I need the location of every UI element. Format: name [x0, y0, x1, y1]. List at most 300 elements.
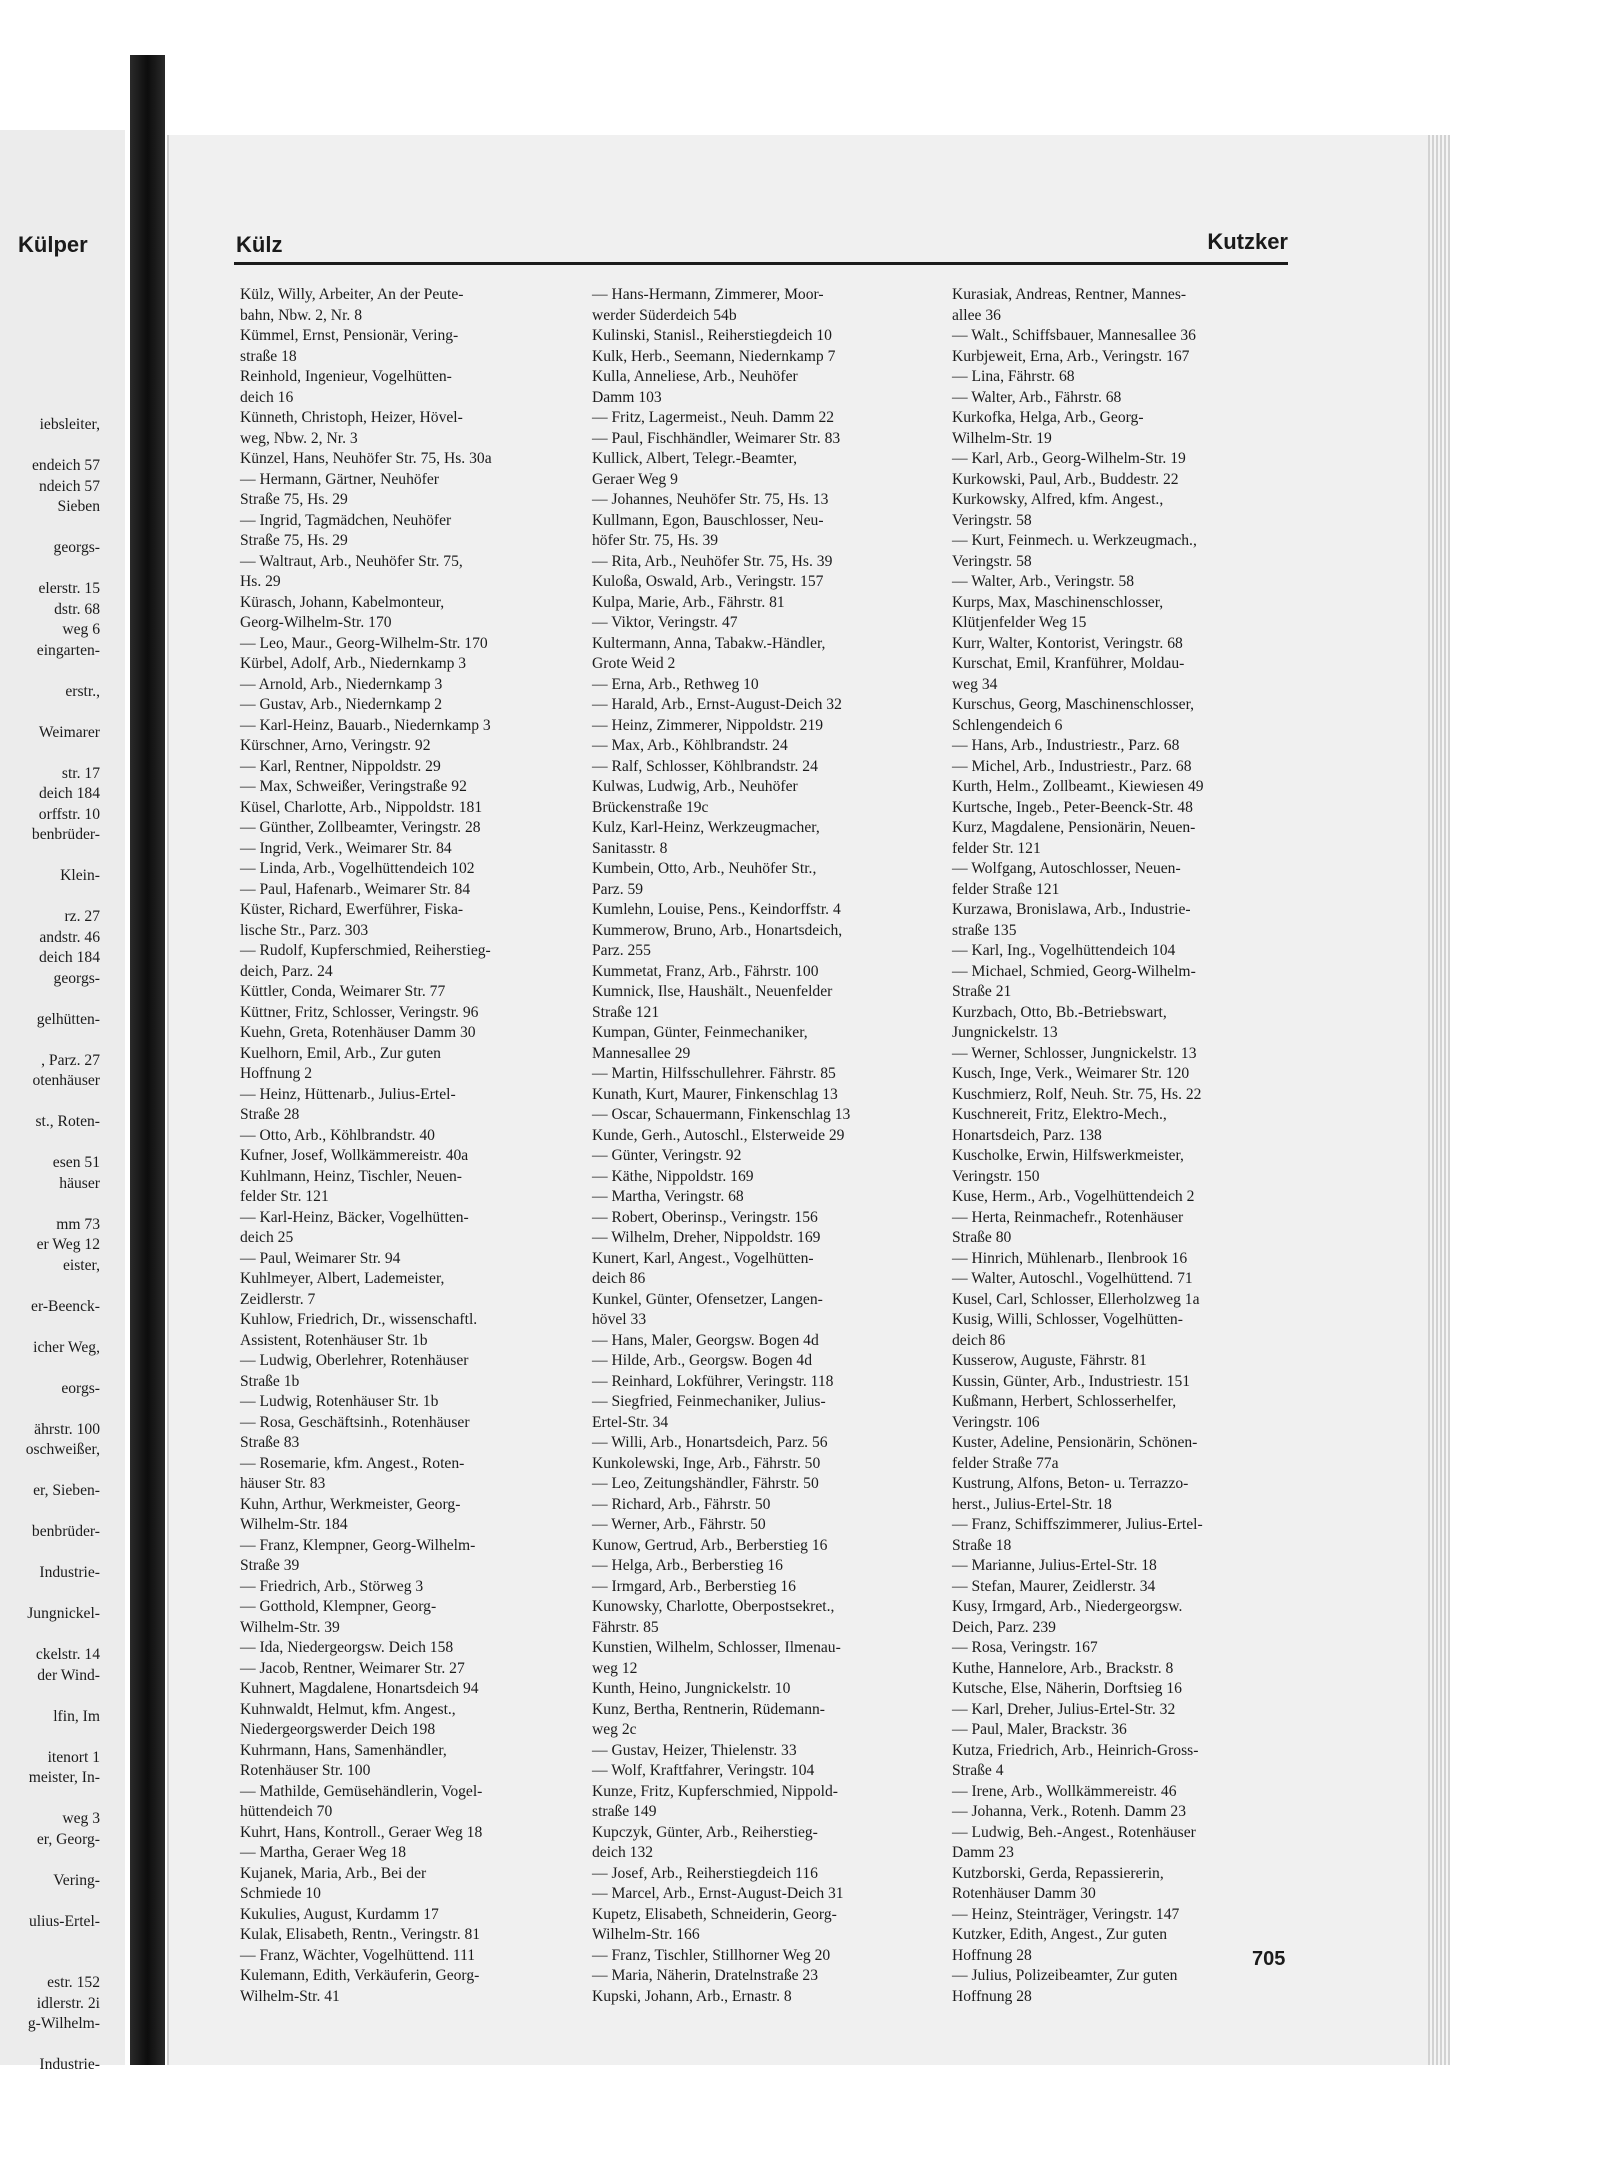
directory-entry-line: Brückenstraße 19c: [592, 798, 709, 816]
directory-entry-line: — Viktor, Veringstr. 47: [592, 614, 738, 631]
left-page-line: [0, 559, 100, 580]
left-page-line: [0, 1133, 100, 1154]
directory-entry: [240, 593, 585, 634]
directory-entry: [952, 1105, 1290, 1146]
directory-entry-line: Külz, Willy, Arbeiter, An der Peute-: [240, 286, 464, 303]
directory-entry-line: Kusy, Irmgard, Arb., Niedergeorgsw.: [952, 1598, 1183, 1615]
directory-entry-line: Kümmel, Ernst, Pensionär, Vering-: [240, 327, 459, 344]
directory-entry-line: — Franz, Klempner, Georg-Wilhelm-: [240, 1536, 476, 1554]
directory-entry-line: Parz. 255: [592, 942, 651, 959]
directory-entry: [952, 593, 1290, 634]
directory-entry: [952, 1700, 1290, 1721]
left-page-line: [0, 1030, 100, 1051]
directory-entry: [592, 449, 930, 490]
directory-entry-line: Kumnick, Ilse, Haushält., Neuenfelder: [592, 983, 833, 1000]
directory-entry: [592, 736, 930, 757]
directory-entry-line: — Hinrich, Mühlenarb., Ilenbrook 16: [952, 1249, 1188, 1267]
directory-entry-line: Küster, Richard, Ewerführer, Fiska-: [240, 901, 464, 918]
left-page-line: häuser: [59, 1174, 100, 1192]
directory-entry-line: Schlengendeich 6: [952, 716, 1063, 734]
directory-entry-line: höfer Str. 75, Hs. 39: [592, 532, 719, 549]
directory-entry: [592, 613, 930, 634]
directory-entry-line: Wilhelm-Str. 19: [952, 429, 1052, 447]
directory-entry: [592, 1290, 930, 1331]
directory-entry: [592, 1331, 930, 1352]
directory-entry-line: — Max, Schweißer, Veringstraße 92: [240, 778, 467, 795]
directory-entry: [952, 777, 1290, 798]
directory-entry-line: Kumbein, Otto, Arb., Neuhöfer Str.,: [592, 860, 817, 877]
directory-entry: [592, 1905, 930, 1946]
left-page-line: weg 3: [62, 1810, 100, 1827]
directory-entry: [952, 1003, 1290, 1044]
directory-entry: [240, 408, 585, 449]
directory-entry-line: deich, Parz. 24: [240, 962, 333, 980]
directory-entry: [240, 818, 585, 839]
left-page-line: [0, 1276, 100, 1297]
directory-entry: [592, 1064, 930, 1085]
directory-entry-line: — Hans, Arb., Industriestr., Parz. 68: [952, 737, 1180, 754]
directory-entry-line: — Karl-Heinz, Bauarb., Niedernkamp 3: [240, 716, 491, 734]
directory-entry-line: Kulla, Anneliese, Arb., Neuhöfer: [592, 368, 798, 385]
directory-entry: [240, 1495, 585, 1536]
directory-entry-line: — Karl, Ing., Vogelhüttendeich 104: [952, 942, 1176, 959]
directory-entry-line: — Erna, Arb., Rethweg 10: [592, 675, 759, 693]
directory-entry-line: — Walter, Arb., Veringstr. 58: [952, 573, 1135, 590]
left-page-line: esen 51: [52, 1154, 100, 1171]
directory-entry: [952, 1064, 1290, 1085]
directory-entry-line: Kürschner, Arno, Veringstr. 92: [240, 737, 431, 754]
directory-entry-line: Kurtsche, Ingeb., Peter-Beenck-Str. 48: [952, 798, 1193, 816]
directory-entry-line: Straße 80: [952, 1229, 1012, 1246]
directory-entry-line: felder Straße 121: [952, 880, 1060, 898]
left-page-line: deich 184: [38, 785, 100, 802]
directory-entry: [240, 1269, 585, 1310]
directory-entry: [592, 1351, 930, 1372]
directory-entry: [952, 1351, 1290, 1372]
directory-entry-line: Schmiede 10: [240, 1885, 321, 1902]
directory-entry: [952, 470, 1290, 491]
directory-entry: [592, 982, 930, 1023]
directory-entry: [240, 798, 585, 819]
directory-entry-line: Kuscholke, Erwin, Hilfswerkmeister,: [952, 1147, 1184, 1164]
left-page-line: [0, 1584, 100, 1605]
directory-entry: [592, 818, 930, 859]
directory-entry: [952, 1802, 1290, 1823]
directory-entry: [592, 1023, 930, 1064]
directory-entry: [592, 347, 930, 368]
directory-entry: [952, 1290, 1290, 1311]
directory-entry-line: Kuehn, Greta, Rotenhäuser Damm 30: [240, 1024, 476, 1041]
directory-entry-line: Kutzborski, Gerda, Repassiererin,: [952, 1864, 1164, 1882]
directory-entry-line: — Franz, Tischler, Stillhorner Weg 20: [592, 1946, 831, 1964]
left-page-line: [0, 1686, 100, 1707]
directory-entry-line: Kurr, Walter, Kontorist, Veringstr. 68: [952, 634, 1183, 652]
left-page-line: [0, 1317, 100, 1338]
directory-entry: [592, 1946, 930, 1967]
directory-entry: [592, 1085, 930, 1106]
directory-entry-line: — Oscar, Schauermann, Finkenschlag 13: [592, 1106, 851, 1123]
directory-entry-line: hüttendeich 70: [240, 1803, 333, 1820]
directory-entry-line: Kunert, Karl, Angest., Vogelhütten-: [592, 1249, 814, 1267]
directory-entry-line: Mannesallee 29: [592, 1044, 691, 1062]
left-page-line: mm 73: [56, 1215, 100, 1233]
left-page-line: deich 184: [38, 949, 100, 966]
directory-entry: [240, 1741, 585, 1782]
left-page-line: benbrüder-: [31, 1523, 100, 1540]
directory-entry: [592, 695, 930, 716]
directory-entry-line: Kustrung, Alfons, Beton- u. Terrazzo-: [952, 1475, 1189, 1492]
directory-entry-line: — Arnold, Arb., Niedernkamp 3: [240, 675, 443, 693]
left-page-line: Klein-: [60, 867, 100, 884]
directory-column-2: [592, 285, 930, 2007]
directory-entry: [592, 859, 930, 900]
directory-entry: [952, 531, 1290, 572]
directory-entry-line: Kußmann, Herbert, Schlosserhelfer,: [952, 1393, 1177, 1410]
directory-entry-line: Wilhelm-Str. 184: [240, 1516, 348, 1533]
directory-entry-line: deich 16: [240, 388, 294, 406]
directory-entry-line: — Heinz, Hüttenarb., Julius-Ertel-: [240, 1085, 456, 1103]
directory-entry-line: — Wolfgang, Autoschlosser, Neuen-: [952, 860, 1181, 877]
left-page-line: er, Sieben-: [33, 1482, 100, 1499]
directory-entry-line: deich 86: [952, 1331, 1006, 1349]
directory-entry: [952, 654, 1290, 695]
directory-entry: [592, 1167, 930, 1188]
directory-entry-line: Kultermann, Anna, Tabakw.-Händler,: [592, 634, 826, 652]
directory-entry-line: — Richard, Arb., Fährstr. 50: [592, 1495, 771, 1513]
directory-entry: [240, 777, 585, 798]
directory-entry: [240, 1044, 585, 1085]
directory-entry-line: — Max, Arb., Köhlbrandstr. 24: [592, 737, 788, 754]
directory-entry-line: Kuster, Adeline, Pensionärin, Schönen-: [952, 1434, 1198, 1451]
directory-entry: [952, 695, 1290, 736]
directory-entry-line: — Heinz, Zimmerer, Nippoldstr. 219: [592, 716, 824, 734]
directory-entry-line: Jungnickelstr. 13: [952, 1024, 1058, 1041]
directory-entry-line: — Paul, Maler, Brackstr. 36: [952, 1721, 1127, 1738]
left-page-line: georgs-: [53, 969, 100, 987]
directory-entry: [240, 1085, 585, 1126]
directory-entry: [592, 1228, 930, 1249]
directory-entry-line: Kuhnert, Magdalene, Honartsdeich 94: [240, 1680, 479, 1697]
directory-entry-line: — Julius, Polizeibeamter, Zur guten: [952, 1967, 1178, 1984]
directory-entry-line: deich 86: [592, 1270, 646, 1287]
directory-entry-line: Kusserow, Auguste, Fährstr. 81: [952, 1352, 1147, 1369]
directory-entry-line: Kunath, Kurt, Maurer, Finkenschlag 13: [592, 1085, 838, 1103]
directory-entry: [240, 1536, 585, 1577]
directory-entry: [952, 1146, 1290, 1187]
directory-entry-line: — Michael, Schmied, Georg-Wilhelm-: [952, 962, 1196, 980]
directory-entry-line: Honartsdeich, Parz. 138: [952, 1126, 1102, 1144]
directory-entry-line: Kurth, Helm., Zollbeamt., Kiewiesen 49: [952, 778, 1204, 795]
directory-entry-line: — Käthe, Nippoldstr. 169: [592, 1167, 754, 1185]
directory-entry-line: — Harald, Arb., Ernst-August-Deich 32: [592, 696, 842, 713]
directory-entry: [240, 1905, 585, 1926]
directory-entry-line: — Werner, Arb., Fährstr. 50: [592, 1516, 766, 1533]
directory-entry-line: — Fritz, Lagermeist., Neuh. Damm 22: [592, 409, 835, 426]
directory-entry: [240, 1700, 585, 1741]
page-edge-stack: [1428, 135, 1450, 2065]
directory-entry-line: Kuloßa, Oswald, Arb., Veringstr. 157: [592, 573, 824, 590]
directory-entry-line: Kürasch, Johann, Kabelmonteur,: [240, 593, 445, 611]
directory-entry: [240, 654, 585, 675]
page-number: 705: [1252, 1948, 1286, 1970]
directory-entry-line: Kunze, Fritz, Kupferschmied, Nippold-: [592, 1782, 838, 1800]
directory-entry-line: Kulwas, Ludwig, Arb., Neuhöfer: [592, 778, 798, 795]
directory-entry-line: Veringstr. 150: [952, 1167, 1040, 1185]
left-page-line: [0, 1502, 100, 1523]
left-page-line: er, Georg-: [36, 1830, 100, 1848]
directory-entry-line: — Kurt, Feinmech. u. Werkzeugmach.,: [952, 532, 1197, 549]
directory-entry-line: Georg-Wilhelm-Str. 170: [240, 614, 392, 631]
left-page-line: [0, 518, 100, 539]
directory-entry-line: hövel 33: [592, 1311, 647, 1328]
directory-entry-line: weg 12: [592, 1659, 638, 1677]
left-page-line: [0, 1891, 100, 1912]
directory-entry-line: Kuhrmann, Hans, Samenhändler,: [240, 1741, 447, 1759]
directory-entry: [240, 1597, 585, 1638]
directory-entry: [952, 1659, 1290, 1680]
directory-entry: [240, 1966, 585, 2007]
directory-entry: [592, 1761, 930, 1782]
directory-entry-line: — Hans-Hermann, Zimmerer, Moor-: [592, 286, 824, 303]
directory-entry-line: Kulemann, Edith, Verkäuferin, Georg-: [240, 1967, 480, 1984]
directory-entry-line: — Lina, Fährstr. 68: [952, 368, 1075, 385]
left-page-line: lfin, Im: [53, 1707, 100, 1725]
directory-entry-line: Kusel, Carl, Schlosser, Ellerholzweg 1a: [952, 1290, 1200, 1308]
directory-entry: [240, 285, 585, 326]
directory-entry-line: Kuschmierz, Rolf, Neuh. Str. 75, Hs. 22: [952, 1085, 1202, 1103]
directory-entry-line: straße 149: [592, 1803, 657, 1820]
left-page-line: eorgs-: [61, 1379, 100, 1397]
directory-entry-line: Kuhlow, Friedrich, Dr., wissenschaftl.: [240, 1311, 478, 1328]
directory-entry: [240, 839, 585, 860]
directory-entry-line: — Karl-Heinz, Bäcker, Vogelhütten-: [240, 1208, 469, 1226]
directory-entry-line: Kurzbach, Otto, Bb.-Betriebswart,: [952, 1003, 1167, 1021]
directory-entry: [952, 634, 1290, 655]
directory-entry: [952, 1208, 1290, 1249]
directory-entry-line: Kunstien, Wilhelm, Schlosser, Ilmenau-: [592, 1639, 841, 1656]
directory-entry-line: weg, Nbw. 2, Nr. 3: [240, 429, 358, 447]
directory-entry: [952, 1679, 1290, 1700]
directory-entry-line: Ertel-Str. 34: [592, 1413, 669, 1431]
directory-entry-line: — Willi, Arb., Honartsdeich, Parz. 56: [592, 1434, 828, 1451]
directory-entry-line: Geraer Weg 9: [592, 470, 678, 488]
directory-entry: [592, 1433, 930, 1454]
directory-entry: [240, 900, 585, 941]
directory-entry-line: — Martin, Hilfsschullehrer. Fährstr. 85: [592, 1065, 836, 1082]
directory-entry-line: — Hermann, Gärtner, Neuhöfer: [240, 470, 439, 488]
directory-entry: [592, 716, 930, 737]
directory-entry-line: Kulinski, Stanisl., Reiherstiegdeich 10: [592, 327, 832, 344]
directory-entry: [592, 429, 930, 450]
directory-entry: [240, 880, 585, 901]
directory-entry: [240, 1249, 585, 1270]
directory-entry: [592, 1372, 930, 1393]
directory-entry: [240, 1413, 585, 1454]
directory-entry-line: Hoffnung 2: [240, 1065, 313, 1082]
directory-entry-line: Straße 121: [592, 1003, 660, 1021]
directory-entry-line: Straße 1b: [240, 1372, 300, 1390]
directory-entry-line: — Wilhelm, Dreher, Nippoldstr. 169: [592, 1229, 821, 1246]
directory-entry: [952, 1905, 1290, 1926]
directory-entry: [240, 1946, 585, 1967]
directory-entry-line: Künneth, Christoph, Heizer, Hövel-: [240, 409, 463, 426]
directory-entry: [592, 634, 930, 675]
directory-entry-line: Kummetat, Franz, Arb., Fährstr. 100: [592, 962, 819, 980]
directory-entry-line: — Martha, Veringstr. 68: [592, 1188, 744, 1205]
directory-entry: [240, 1310, 585, 1351]
directory-entry-line: Kurz, Magdalene, Pensionärin, Neuen-: [952, 819, 1196, 836]
directory-entry: [952, 1638, 1290, 1659]
left-page-line: dstr. 68: [54, 600, 100, 618]
directory-entry-line: — Rosemarie, kfm. Angest., Roten-: [240, 1454, 465, 1472]
directory-entry-line: — Ludwig, Rotenhäuser Str. 1b: [240, 1393, 439, 1410]
directory-entry: [240, 1659, 585, 1680]
left-page-line: [0, 661, 100, 682]
directory-entry-line: Kürbel, Adolf, Arb., Niedernkamp 3: [240, 655, 467, 672]
directory-entry-line: — Marcel, Arb., Ernst-August-Deich 31: [592, 1885, 844, 1902]
left-page-line: [0, 1358, 100, 1379]
directory-entry-line: Kunkolewski, Inge, Arb., Fährstr. 50: [592, 1454, 821, 1472]
left-page-line: eingarten-: [36, 641, 100, 659]
directory-entry: [240, 1864, 585, 1905]
left-page-line: endeich 57: [32, 457, 100, 474]
directory-entry: [592, 1700, 930, 1741]
directory-entry: [592, 408, 930, 429]
directory-entry-line: bahn, Nbw. 2, Nr. 8: [240, 306, 362, 324]
directory-entry: [240, 675, 585, 696]
left-page-line: andstr. 46: [39, 928, 100, 946]
directory-entry: [952, 1187, 1290, 1208]
directory-entry: [240, 367, 585, 408]
directory-entry-line: Straße 75, Hs. 29: [240, 491, 348, 508]
directory-entry: [240, 1638, 585, 1659]
left-page-line: , Parz. 27: [41, 1051, 100, 1069]
left-page-line: icher Weg,: [33, 1338, 100, 1356]
directory-entry: [240, 1392, 585, 1413]
directory-entry-line: — Günter, Veringstr. 92: [592, 1147, 742, 1164]
directory-entry-line: — Martha, Geraer Weg 18: [240, 1844, 407, 1861]
directory-entry-line: Kurbjeweit, Erna, Arb., Veringstr. 167: [952, 347, 1190, 365]
directory-entry: [240, 1003, 585, 1024]
directory-entry: [592, 1208, 930, 1229]
directory-entry-line: Wilhelm-Str. 166: [592, 1926, 700, 1943]
left-page-line: Vering-: [53, 1871, 100, 1889]
directory-entry: [592, 1577, 930, 1598]
directory-entry-line: — Otto, Arb., Köhlbrandstr. 40: [240, 1126, 435, 1144]
directory-entry: [240, 1843, 585, 1864]
directory-entry-line: Kulak, Elisabeth, Rentn., Veringstr. 81: [240, 1926, 481, 1943]
directory-entry: [240, 695, 585, 716]
header-rule: [234, 262, 1288, 265]
directory-entry-line: Straße 18: [952, 1536, 1012, 1554]
directory-entry: [952, 1597, 1290, 1638]
directory-entry-line: Kulpa, Marie, Arb., Fährstr. 81: [592, 593, 785, 611]
directory-entry-line: Straße 21: [952, 983, 1012, 1000]
book-spine: [130, 55, 165, 2065]
directory-entry: [952, 859, 1290, 900]
directory-entry-line: Hoffnung 28: [952, 1987, 1032, 2005]
left-page-lines: [0, 415, 100, 2076]
left-page-line: [0, 702, 100, 723]
directory-entry-line: — Ludwig, Beh.-Angest., Rotenhäuser: [952, 1823, 1196, 1841]
directory-entry: [952, 1372, 1290, 1393]
directory-entry-line: Sanitasstr. 8: [592, 839, 668, 857]
left-page-line: iebsleiter,: [39, 416, 100, 433]
left-page-line: [0, 1789, 100, 1810]
directory-entry: [240, 1823, 585, 1844]
directory-entry: [592, 1741, 930, 1762]
left-page-line: idlerstr. 2i: [36, 1994, 100, 2012]
directory-entry-line: Kulz, Karl-Heinz, Werkzeugmacher,: [592, 819, 820, 836]
directory-entry-line: Fährstr. 85: [592, 1618, 659, 1636]
directory-entry-line: Hs. 29: [240, 573, 281, 590]
directory-entry-line: Wilhelm-Str. 39: [240, 1618, 340, 1636]
directory-entry-line: Damm 23: [952, 1844, 1014, 1861]
directory-entry-line: Kunde, Gerh., Autoschl., Elsterweide 29: [592, 1126, 845, 1144]
directory-entry-line: Grote Weid 2: [592, 655, 676, 672]
left-page-line: ndeich 57: [38, 477, 100, 495]
directory-entry-line: Kusch, Inge, Verk., Weimarer Str. 120: [952, 1065, 1190, 1082]
left-page-line: [0, 1953, 100, 1974]
directory-entry-line: — Gustav, Arb., Niedernkamp 2: [240, 696, 443, 713]
directory-entry-line: Kummerow, Bruno, Arb., Honartsdeich,: [592, 921, 843, 939]
directory-entry-line: — Mathilde, Gemüsehändlerin, Vogel-: [240, 1782, 483, 1800]
directory-entry: [592, 921, 930, 962]
directory-entry: [952, 388, 1290, 409]
directory-entry-line: Küttner, Fritz, Schlosser, Veringstr. 96: [240, 1003, 479, 1021]
left-page-line: meister, In-: [28, 1769, 100, 1786]
left-page-line: [0, 1092, 100, 1113]
directory-entry-line: Kulk, Herb., Seemann, Niedernkamp 7: [592, 347, 836, 365]
directory-entry-line: Klütjenfelder Weg 15: [952, 614, 1087, 631]
left-page-line: gelhütten-: [36, 1010, 100, 1028]
directory-entry: [240, 1208, 585, 1249]
left-page-line: [0, 989, 100, 1010]
directory-entry-line: — Robert, Oberinsp., Veringstr. 156: [592, 1208, 818, 1226]
directory-entry-line: — Paul, Fischhändler, Weimarer Str. 83: [592, 429, 841, 447]
directory-entry: [240, 757, 585, 778]
left-page-line: [0, 1461, 100, 1482]
left-page-line: oschweißer,: [25, 1441, 100, 1458]
directory-column-3: [952, 285, 1290, 2007]
directory-entry-line: Kupczyk, Günter, Arb., Reiherstieg-: [592, 1823, 818, 1841]
directory-entry-line: — Ingrid, Tagmädchen, Neuhöfer: [240, 511, 452, 529]
directory-entry-line: deich 132: [592, 1844, 654, 1861]
directory-entry-line: — Hilde, Arb., Georgsw. Bogen 4d: [592, 1352, 813, 1369]
directory-entry: [240, 982, 585, 1003]
directory-entry-line: — Leo, Zeitungshändler, Fährstr. 50: [592, 1475, 819, 1492]
directory-entry: [240, 634, 585, 655]
directory-entry-line: Küsel, Charlotte, Arb., Nippoldstr. 181: [240, 798, 483, 816]
left-page-line: der Wind-: [37, 1666, 100, 1684]
left-page-line: otenhäuser: [32, 1072, 100, 1089]
directory-entry-line: Kussin, Günter, Arb., Industriestr. 151: [952, 1372, 1191, 1390]
directory-entry: [592, 1638, 930, 1679]
directory-column-1: [240, 285, 585, 2007]
directory-entry-line: — Walter, Arb., Fährstr. 68: [952, 388, 1122, 406]
left-page-line: er-Beenck-: [31, 1297, 100, 1315]
directory-entry: [240, 470, 585, 511]
directory-entry: [240, 1679, 585, 1700]
directory-entry-line: Hoffnung 28: [952, 1946, 1032, 1964]
directory-entry-line: Kuhn, Arthur, Werkmeister, Georg-: [240, 1495, 461, 1513]
directory-entry: [592, 1556, 930, 1577]
directory-entry: [952, 1720, 1290, 1741]
directory-entry-line: Deich, Parz. 239: [952, 1618, 1056, 1636]
directory-entry: [952, 1966, 1290, 2007]
directory-entry: [592, 490, 930, 511]
directory-entry: [952, 1577, 1290, 1598]
